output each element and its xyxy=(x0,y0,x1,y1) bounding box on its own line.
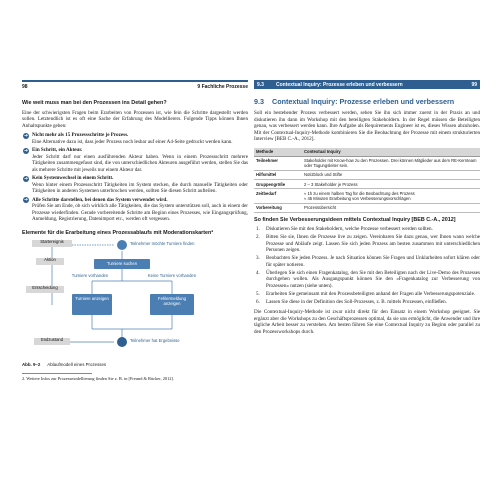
table-key: Zeitbedarf xyxy=(254,189,302,203)
page-number-right: 99 xyxy=(471,82,477,88)
step-text: Überlegen Sie sich einen Fragenkatalog, den Sie mit den Beteiligten nach der Live-Demo des Prozesses durchgehen wollen. Als Ausgangspunkt können Sie den »Fragenkatalog zur Verbesserung von Prozessen« nutzen (siehe unten). xyxy=(266,269,480,289)
end-note: Teilnehmer hat Ergebnisse xyxy=(130,338,180,343)
method-table xyxy=(254,148,480,213)
section-title xyxy=(254,97,480,106)
table-row xyxy=(254,189,480,203)
step-text: Lassen Sie diese in der Definition des Soll-Prozesses, z. B. mittels Prozessen, einfließen. xyxy=(266,298,447,305)
step-item xyxy=(254,291,480,298)
table-key: Gruppengröße xyxy=(254,180,302,189)
tip-item xyxy=(22,147,248,173)
table-row xyxy=(254,180,480,189)
tip-item xyxy=(22,175,248,195)
tips-list xyxy=(22,132,248,223)
show-results-node: Turniere anzeigen xyxy=(72,294,112,315)
table-row xyxy=(254,156,480,170)
section-title-text: Contextual Inquiry: Prozesse erleben und verbessern xyxy=(272,97,455,106)
tip-text: Wenn hinter einem Prozessschritt Tätigkeiten im System stecken, die durch manuelle Tätigkeiten oder Tätigkeiten in anderen Systemen unterbrochen werden, sollten Sie diesen Schritt aufteilen. xyxy=(32,181,248,194)
table-row xyxy=(254,203,480,212)
table-header-row xyxy=(254,148,480,157)
step-number: 5. xyxy=(256,290,260,297)
step-item xyxy=(254,255,480,268)
error-message-node: Fehlermeldung anzeigen xyxy=(150,294,194,315)
diagram-heading: Elemente für die Erarbeitung eines Prozessablaufs mit Moderationskarten² xyxy=(22,229,214,236)
tip-text: Jeder Schritt darf nur einen ausführenden Akteur haben. Wenn in einem Prozessschritt mehrere Tätigkeiten zusammengefasst sind, die von unterschiedlichen Akteuren ausgeführt werden, stellen Sie das als mehrere Schritte mit jeweils nur einem Akteur dar. xyxy=(32,153,248,173)
arrow-bullet-icon: ➜ xyxy=(23,147,29,154)
left-intro: Eine der schwierigsten Fragen beim Erarbeiten von Prozessen ist, wie fein die Schritte dargestellt werden sollen. Letztendlich ist es oft eine Sache der Erfahrung des Modellierers. Folgende Tipps können Ihnen Anhaltspunkte geben: xyxy=(22,109,248,129)
table-key: Vorbereitung xyxy=(254,203,302,212)
table-row xyxy=(254,170,480,179)
footnote-rule xyxy=(22,373,92,374)
step-number: 6. xyxy=(256,298,260,305)
action-card: Aktion xyxy=(36,258,64,265)
tip-title: Nicht mehr als 15 Prozessschritte je Prozess. xyxy=(32,132,129,138)
arrow-bullet-icon: ➜ xyxy=(23,197,29,203)
section-title-header: Contextual Inquiry: Prozesse erleben und verbessern xyxy=(276,82,403,88)
right-outro: Die Contextual-Inquiry-Methode ist zwar nicht direkt für den Einsatz in einem Workshop geeignet. Sie ergänzt aber die Workshops zu den Geschäftsprozessen optimal, da sie uns ermöglicht, die Anwender und ihre tägliche Arbeit besser zu verstehen. Am besten führen Sie eine Contextual Inquiry zu Beginn oder parallel zu den Prozessworkshops durch. xyxy=(254,309,480,335)
step-number: 4. xyxy=(256,269,260,276)
caption-label: Abb. 9–2 xyxy=(22,362,41,367)
table-value: ≈ 1h zu einem halben Tag für die Beobachtung des Prozess ≈ 45 Minuten Erarbeitung von Verbesserungsvorschlägen xyxy=(302,189,480,203)
step-number: 1. xyxy=(256,226,260,233)
left-page xyxy=(22,80,248,448)
tip-item xyxy=(22,197,248,223)
tip-item xyxy=(22,132,248,145)
tip-text: Eine Alternative dazu ist, dass jeder Prozess noch lesbar auf einer A4-Seite gedruckt werden kann. xyxy=(32,138,233,145)
left-heading: Wie weit muss man bei den Prozessen ins Detail gehen? xyxy=(22,100,167,106)
step-number: 3. xyxy=(256,255,260,262)
decision-card: Entscheidung xyxy=(26,286,64,293)
table-value: Notizblock und Stifte xyxy=(302,170,480,179)
page-number-left: 98 xyxy=(22,84,28,90)
right-intro: Soll ein bestehender Prozess verbessert werden, sehen Sie ihn sich immer zuerst in der Praxis an und diskutieren ihn dann im Workshop mit den beteiligten Stakeholdern. In der Regel müssen die Beteiligten genau, was verbessert werden kann. Ihre Aufgabe als Requirements Engineer ist es, dieses Wissen abzuholen. Mit der Contextual-Inquiry-Methode kombinieren Sie die Beobachtung der Prozesse mit einem strukturierten Interview [BEB C.-A., 2012]. xyxy=(254,110,480,142)
chapter-title-left: 9 Fachliche Prozesse xyxy=(197,84,248,90)
search-action-node: Turniere suchen xyxy=(94,259,150,269)
table-value: Stakeholder mit Know-how zu den Prozessen. Drei können Mitglieder aus dem RE-Kernteam oder Tagungsleiter sein. xyxy=(302,156,480,170)
section-number-header: 9.3 xyxy=(257,82,264,88)
steps-list xyxy=(254,226,480,305)
running-head-right xyxy=(254,80,480,89)
step-number: 2. xyxy=(256,234,260,241)
not-found-label: Keine Turniere vorhanden xyxy=(147,273,197,278)
step-item xyxy=(254,299,480,306)
right-page xyxy=(254,80,480,448)
start-note: Teilnehmer möchte Turniere finden xyxy=(130,241,195,246)
caption-text: Ablaufmodell eines Prozesses xyxy=(47,362,107,367)
start-event-icon xyxy=(117,240,127,250)
table-header-cell: Contextual Inquiry xyxy=(302,148,480,157)
step-text: Diskutieren Sie mit den Stakeholdern, welche Prozesse verbessert werden sollten. xyxy=(266,226,433,233)
process-diagram xyxy=(22,239,248,361)
table-key: Hilfsmittel xyxy=(254,170,302,179)
figure-caption xyxy=(22,362,248,367)
table-value: Prozessübersicht xyxy=(302,203,480,212)
arrow-bullet-icon: ➜ xyxy=(23,175,29,182)
table-key: Teilnehmer xyxy=(254,156,302,170)
start-card: Startereignis xyxy=(32,240,72,247)
end-card: Endzustand xyxy=(34,338,70,345)
steps-heading: So finden Sie Verbesserungsideen mittels Contextual Inquiry [BEB C.-A., 2012] xyxy=(254,216,456,223)
running-head-left xyxy=(22,80,248,93)
end-event-icon xyxy=(117,337,127,347)
step-text: Beobachten Sie jeden Prozess. Je nach Situation können Sie Fragen und Unklarheiten sofort klären oder für später notieren. xyxy=(266,255,480,268)
tip-text: Prüfen Sie am Ende, ob sich wirklich alle Tätigkeiten, die das System unterstützen soll, auch in einem der Prozesse wiederfinden. Gerade vorbereitende Schritte am Beginn eines Prozesses, wie Eingangsprüfung, Anmeldung, Registrierung, Datenimport etc., werden oft vergessen. xyxy=(32,203,248,222)
step-text: Erarbeiten Sie gemeinsam mit den Prozessbeteiligten anhand der Fragen alle Verbesserungspotenziale. xyxy=(266,290,476,297)
step-item xyxy=(254,226,480,233)
tip-title: Kein Systemwechsel in einem Schritt. xyxy=(32,175,114,181)
step-item xyxy=(254,270,480,290)
tip-title: Ein Schritt, ein Akteur. xyxy=(32,147,83,153)
tip-title: Alle Schritte darstellen, bei denen das System verwendet wird. xyxy=(32,196,168,203)
step-item xyxy=(254,234,480,254)
arrow-bullet-icon: ➜ xyxy=(23,132,29,139)
table-value: 2 – 3 Stakeholder je Prozess xyxy=(302,180,480,189)
section-number: 9.3 xyxy=(254,97,264,106)
found-label: Turniere vorhanden xyxy=(71,273,109,278)
step-text: Bitten Sie sie, Ihnen die Prozesse live zu zeigen. Vereinbaren Sie dazu genau, wer Ihnen wann welche Prozesse und Abläufe zeigt. Lassen Sie sich jeden Prozess am besten zusammen mit unterschiedlichen Personen zeigen. xyxy=(266,234,480,254)
table-header-cell: Methode xyxy=(254,148,302,157)
footnote-text: 2. Weitere Infos zur Prozessmodellierung finden Sie z. B. in [Freund & Rücker, 2012]. xyxy=(22,376,175,381)
